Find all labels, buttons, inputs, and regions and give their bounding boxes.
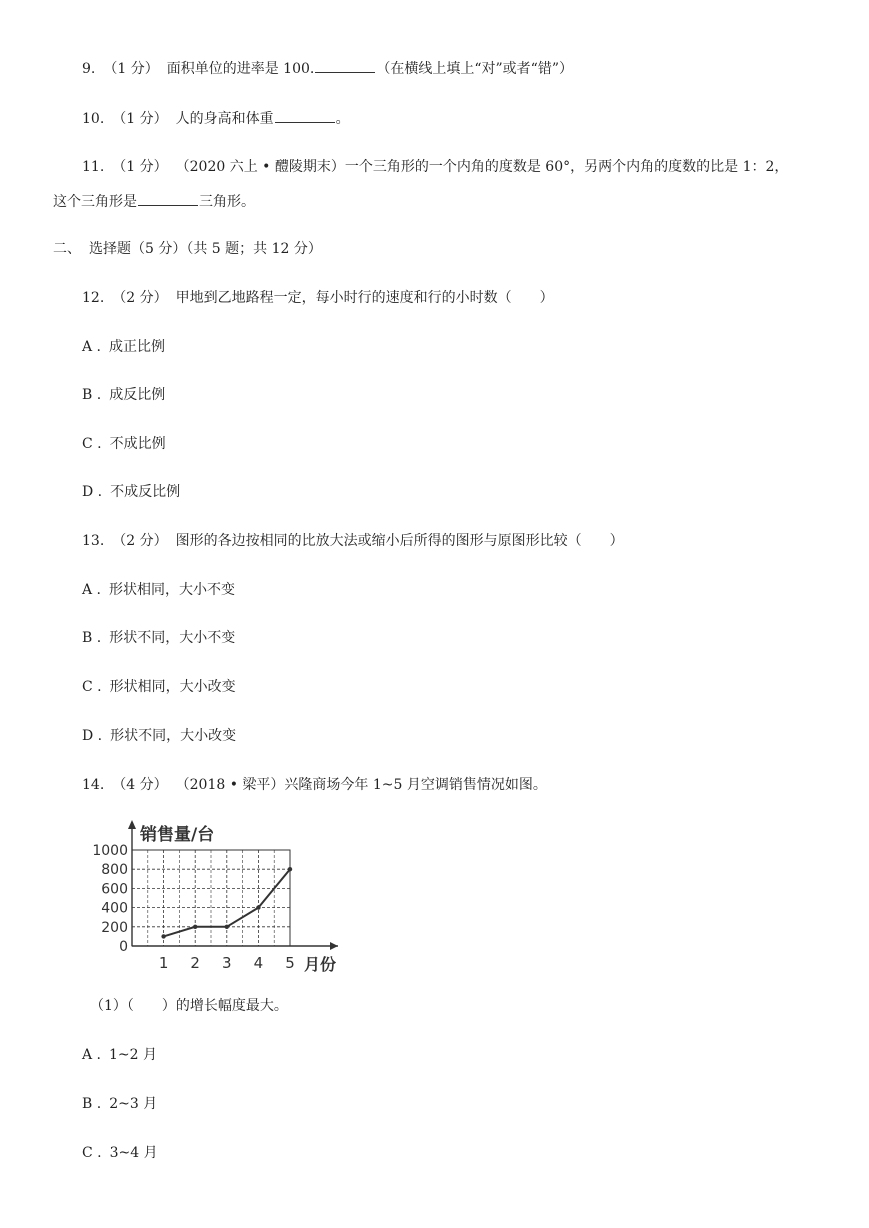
option-text: 3~4 月 bbox=[109, 1145, 158, 1161]
option-text: 形状不同，大小不变 bbox=[109, 630, 236, 646]
x-axis-label: 月份 bbox=[304, 955, 337, 974]
question-number: 10. bbox=[82, 111, 105, 127]
option-text: 形状不同，大小改变 bbox=[110, 728, 237, 744]
chart-svg bbox=[82, 816, 352, 982]
option-key: C . bbox=[82, 1145, 102, 1161]
option-key: A . bbox=[82, 582, 102, 598]
label-layer bbox=[92, 824, 336, 974]
x-tick-label: 5 bbox=[285, 954, 295, 972]
option-text: 成反比例 bbox=[109, 387, 166, 403]
question-text: （2018 • 梁平）兴隆商场今年 1~5 月空调销售情况如图。 bbox=[175, 777, 547, 793]
sales-line-chart bbox=[82, 816, 352, 982]
option-text: 1~2 月 bbox=[109, 1047, 158, 1063]
x-tick-label: 2 bbox=[190, 954, 200, 972]
question-text: 甲地到乙地路程一定，每小时行的速度和行的小时数（ ） bbox=[175, 290, 554, 306]
option-key: C . bbox=[82, 436, 102, 452]
question-11 bbox=[82, 157, 788, 177]
option-b[interactable] bbox=[82, 628, 235, 648]
option-key: A . bbox=[82, 1047, 102, 1063]
question-text: 三角形。 bbox=[199, 194, 255, 210]
data-point bbox=[225, 925, 229, 929]
question-number: 9. bbox=[82, 61, 96, 77]
option-key: B . bbox=[82, 630, 102, 646]
option-a[interactable] bbox=[82, 337, 165, 357]
y-tick-label: 400 bbox=[101, 900, 128, 917]
question-tail: （在横线上填上“对”或者“错”） bbox=[376, 61, 573, 77]
question-text: （2020 六上 • 醴陵期末）一个三角形的一个内角的度数是 60°，另两个内角的度数的比是 1：2， bbox=[175, 159, 789, 175]
sub-question-text: （1）（ ）的增长幅度最大。 bbox=[90, 998, 288, 1014]
option-text: 不成反比例 bbox=[110, 484, 181, 500]
y-tick-label: 1000 bbox=[92, 843, 128, 859]
question-14 bbox=[82, 775, 547, 795]
option-key: D . bbox=[82, 484, 103, 500]
question-score: （2 分） bbox=[112, 533, 168, 549]
option-c[interactable] bbox=[82, 1143, 158, 1163]
option-key: D . bbox=[82, 728, 103, 744]
question-text: 面积单位的进率是 100. bbox=[166, 61, 315, 77]
option-key: C . bbox=[82, 679, 102, 695]
question-text: 人的身高和体重 bbox=[175, 111, 274, 127]
option-b[interactable] bbox=[82, 385, 165, 405]
question-number: 13. bbox=[82, 533, 105, 549]
question-score: （1 分） bbox=[112, 111, 168, 127]
y-tick-label: 200 bbox=[101, 919, 128, 936]
data-point bbox=[256, 905, 260, 909]
section-title: 选择题（5 分）（共 5 题；共 12 分） bbox=[89, 241, 322, 257]
x-tick-label: 3 bbox=[222, 954, 232, 972]
option-c[interactable] bbox=[82, 677, 236, 697]
sub-question-1 bbox=[90, 996, 288, 1016]
option-d[interactable] bbox=[82, 482, 180, 502]
option-text: 形状相同，大小改变 bbox=[109, 679, 236, 695]
question-number: 12. bbox=[82, 290, 105, 306]
section-number: 二、 bbox=[53, 241, 81, 257]
option-text: 成正比例 bbox=[109, 339, 166, 355]
question-score: （1 分） bbox=[112, 159, 168, 175]
question-number: 14. bbox=[82, 777, 105, 793]
question-11-continuation bbox=[53, 191, 255, 212]
question-score: （1 分） bbox=[103, 61, 159, 77]
question-13 bbox=[82, 531, 624, 551]
option-key: A . bbox=[82, 339, 102, 355]
option-text: 形状相同，大小不变 bbox=[109, 582, 236, 598]
option-a[interactable] bbox=[82, 580, 235, 600]
option-d[interactable] bbox=[82, 726, 236, 746]
data-point bbox=[161, 934, 165, 938]
option-text: 不成比例 bbox=[109, 436, 166, 452]
data-point bbox=[193, 925, 197, 929]
question-10 bbox=[82, 108, 350, 129]
option-b[interactable] bbox=[82, 1094, 157, 1114]
question-text: 这个三角形是 bbox=[53, 194, 137, 210]
answer-blank[interactable] bbox=[138, 191, 198, 206]
question-text: 图形的各边按相同的比放大法或缩小后所得的图形与原图形比较（ ） bbox=[175, 533, 624, 549]
y-tick-label: 800 bbox=[101, 862, 128, 879]
data-point bbox=[288, 867, 292, 871]
x-tick-label: 1 bbox=[158, 954, 169, 972]
y-tick-label: 0 bbox=[119, 939, 128, 955]
x-axis-arrow bbox=[330, 942, 338, 950]
question-tail: 。 bbox=[335, 111, 350, 127]
option-text: 2~3 月 bbox=[109, 1096, 158, 1112]
question-9 bbox=[82, 58, 573, 79]
question-score: （4 分） bbox=[112, 777, 168, 793]
y-tick-label: 600 bbox=[101, 881, 128, 898]
option-key: B . bbox=[82, 1096, 102, 1112]
answer-blank[interactable] bbox=[275, 108, 335, 123]
x-tick-label: 4 bbox=[253, 954, 264, 972]
question-score: （2 分） bbox=[112, 290, 168, 306]
question-number: 11. bbox=[82, 159, 105, 175]
y-axis-label: 销售量/台 bbox=[140, 825, 215, 845]
section-header bbox=[53, 239, 322, 259]
question-12 bbox=[82, 288, 554, 308]
y-axis-arrow bbox=[128, 820, 136, 829]
answer-blank[interactable] bbox=[315, 58, 375, 73]
option-c[interactable] bbox=[82, 434, 166, 454]
option-key: B . bbox=[82, 387, 102, 403]
option-a[interactable] bbox=[82, 1045, 157, 1065]
